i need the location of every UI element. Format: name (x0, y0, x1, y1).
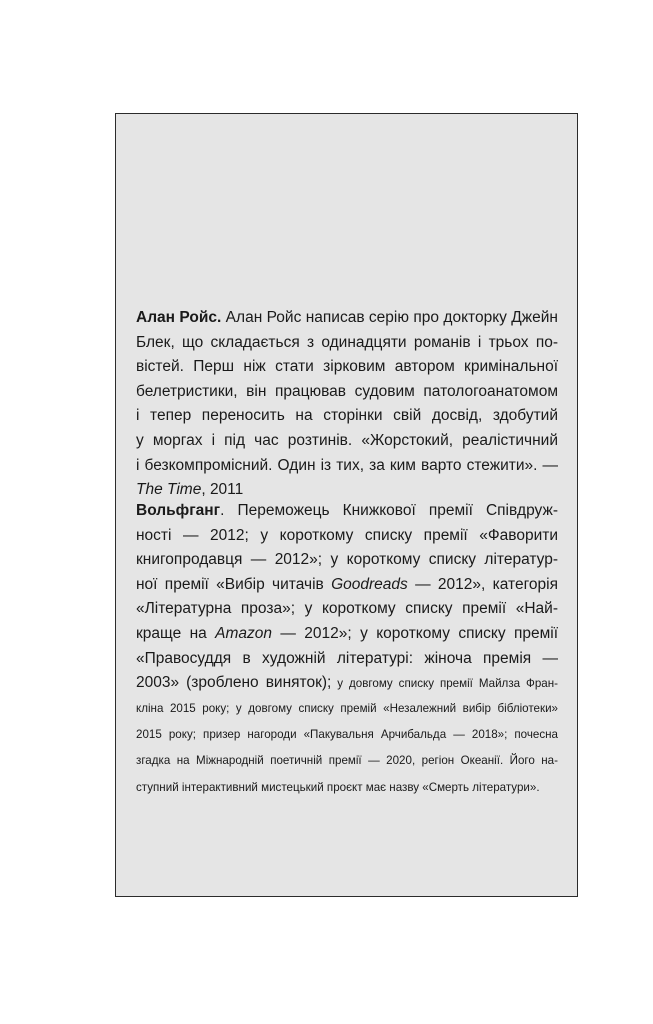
bio-text-small: у довгому списку премії Майлза Фран- (331, 677, 558, 691)
bio-text: ної премії «Вибір читачів (136, 575, 332, 593)
author-name: Алан Ройс. (136, 309, 222, 326)
bio-line-small: згадка на Міжнародній поетичній премії — 2020, регіон Океанії. Його на- (136, 754, 558, 768)
bio-line (136, 622, 558, 647)
bio-line: у моргах і під час розтинів. «Жорстокий, реалістичний (136, 431, 558, 449)
quote-year: , 2011 (201, 481, 244, 499)
author-bio-wolfgang (136, 499, 558, 801)
bio-line: книгопродавця — 2012»; у короткому списку літератур- (136, 551, 558, 569)
bio-line (136, 573, 558, 598)
bio-line: белетристики, він працював судовим патологоанатомом (136, 382, 558, 400)
bio-line (136, 306, 558, 331)
author-name: Вольфганг (136, 502, 221, 519)
italic-title: Amazon (215, 624, 273, 642)
bio-line: Блек, що складається з одинадцяти романів і трьох по- (136, 333, 558, 351)
bio-line-small: кліна 2015 року; у довгому списку премій «Незалежний вибір бібліотеки» (136, 701, 558, 715)
bio-line-small: 2015 року; призер нагороди «Пакувальня Арчибальда — 2018»; почесна (136, 728, 558, 742)
bio-line: ності — 2012; у короткому списку премії «Фаворити (136, 526, 558, 544)
bio-line: «Правосуддя в художній літературі: жіноча премія — (136, 649, 558, 667)
bio-text: — 2012», категорія (407, 575, 558, 593)
bio-text: Алан Ройс написав серію про докторку Джейн (221, 309, 558, 326)
bio-text: краще на (136, 624, 216, 642)
italic-title: Goodreads (331, 575, 408, 593)
author-bio-alan-royce (136, 306, 558, 503)
bio-line (136, 499, 558, 524)
bio-panel (115, 113, 578, 897)
bio-line: і тепер переносить на сторінки свій досвід, здобутий (136, 407, 558, 425)
bio-line-small: ступний інтерактивний мистецький проєкт має назву «Смерть літератури». (136, 780, 540, 794)
bio-line (136, 671, 558, 696)
bio-text: — 2012»; у короткому списку премії (272, 624, 559, 642)
bio-line: вістей. Перш ніж стати зірковим автором кримінальної (136, 358, 558, 376)
bio-text: 2003» (зроблено виняток); (136, 674, 332, 692)
bio-text: . Переможець Книжкової премії Співдруж- (220, 502, 558, 519)
quote-source: The Time (136, 481, 202, 499)
bio-line: і безкомпромісний. Один із тих, за ким варто стежити». — (136, 456, 558, 474)
bio-line: «Літературна проза»; у короткому списку премії «Най- (136, 600, 558, 618)
